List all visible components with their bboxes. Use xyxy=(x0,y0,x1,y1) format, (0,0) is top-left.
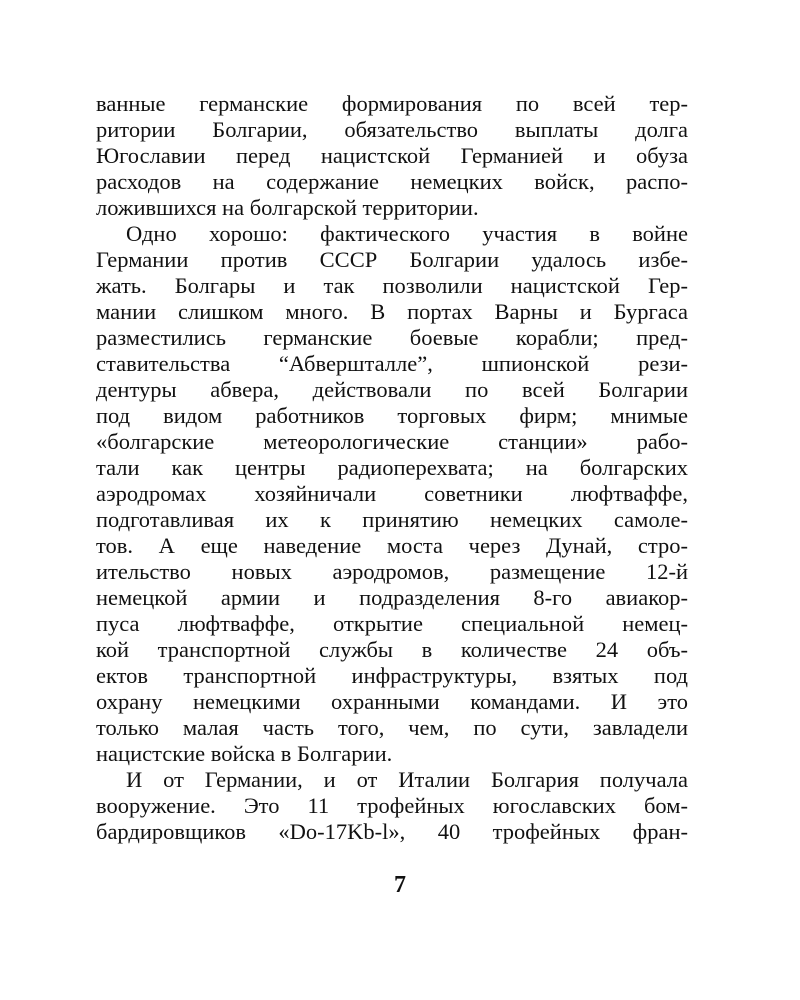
text-line: ритории Болгарии, обязательство выплаты долга xyxy=(96,117,688,142)
text-line: «болгарские метеорологические станции» рабо- xyxy=(96,429,688,454)
text-line: ительство новых аэродромов, размещение 12-й xyxy=(96,559,688,584)
text-line: аэродромах хозяйничали советники люфтваффе, xyxy=(96,481,688,506)
text-line: под видом работников торговых фирм; мнимые xyxy=(96,403,688,428)
text-line: тали как центры радиоперехвата; на болгарских xyxy=(96,455,688,480)
page-number: 7 xyxy=(394,872,406,898)
text-line: дентуры абвера, действовали по всей Болгарии xyxy=(96,377,688,402)
text-line: немецкой армии и подразделения 8-го авиакор- xyxy=(96,585,688,610)
text-line: Югославии перед нацистской Германией и обуза xyxy=(96,143,688,168)
text-line: подготавливая их к принятию немецких самоле- xyxy=(96,507,688,532)
text-line: И от Германии, и от Италии Болгария получала xyxy=(126,767,688,792)
paragraph-2 xyxy=(96,221,688,767)
text-line: расходов на содержание немецких войск, распо- xyxy=(96,169,688,194)
text-line: вооружение. Это 11 трофейных югославских бом- xyxy=(96,793,688,818)
text-line: жать. Болгары и так позволили нацистской Гер- xyxy=(96,273,688,298)
text-line: Германии против СССР Болгарии удалось избе- xyxy=(96,247,688,272)
text-line: Одно хорошо: фактического участия в войне xyxy=(126,221,688,246)
text-line: мании слишком много. В портах Варны и Бургаса xyxy=(96,299,688,324)
paragraph-1 xyxy=(96,91,688,221)
text-line: ложившихся на болгарской территории. xyxy=(96,195,479,220)
text-line: пуса люфтваффе, открытие специальной немец- xyxy=(96,611,688,636)
text-line: ставительства “Абвершталле”, шпионской рези- xyxy=(96,351,688,376)
text-line: только малая часть того, чем, по сути, завладели xyxy=(96,715,688,740)
text-line: ванные германские формирования по всей тер- xyxy=(96,91,688,116)
text-line: бардировщиков «Do-17Kb-l», 40 трофейных фран- xyxy=(96,819,688,844)
text-line: охрану немецкими охранными командами. И это xyxy=(96,689,688,714)
text-line: нацистские войска в Болгарии. xyxy=(96,741,393,766)
text-line: кой транспортной службы в количестве 24 объ- xyxy=(96,637,688,662)
text-line: тов. А еще наведение моста через Дунай, стро- xyxy=(96,533,688,558)
text-line: ектов транспортной инфраструктуры, взятых под xyxy=(96,663,688,688)
paragraph-3 xyxy=(96,767,688,845)
text-line: разместились германские боевые корабли; пред- xyxy=(96,325,688,350)
page-body xyxy=(96,91,688,845)
